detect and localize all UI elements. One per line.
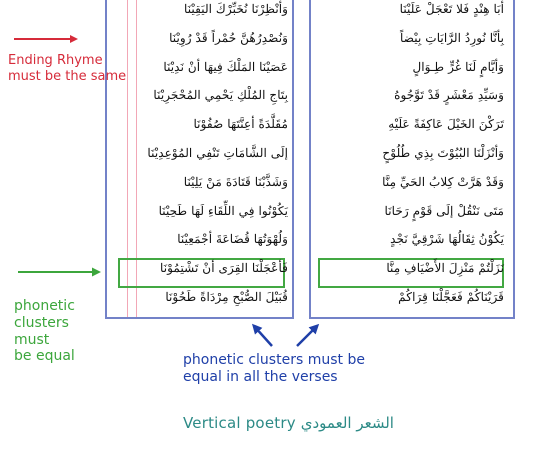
phonetic-equal-line-1: phonetic — [14, 298, 75, 314]
right-hemistich-verse: مَتَى نَنْقُلْ إلَى قَوْمٍ رَحَانَا — [384, 203, 504, 218]
right-hemistich-verse: وَأنْزَلْنَا البُيُوْتَ بِذِي طُلُوْحٍ — [382, 146, 504, 160]
left-hemistich-column — [116, 0, 288, 320]
phonetic-equal-line-2: clusters — [14, 314, 69, 331]
left-hemistich-verse: وَشَذَّبْنَا قَتَادَةَ مَنْ يَلِيْنَا — [183, 174, 288, 189]
left-hemistich-verse: يَكُوْنُوا فِي اللِّقَاءِ لَهَا طَحِيْنَا — [158, 203, 288, 218]
caption-latin: Vertical poetry — [183, 414, 296, 432]
right-hemistich-verse: بِأنَّا نُورِدُ الرَّايَاتِ بِيْضاً — [400, 30, 504, 45]
phonetic-equal-note — [14, 298, 75, 365]
right-hemistich-column — [318, 0, 504, 320]
phonetic-equal-line-3: must — [14, 331, 50, 348]
phonetic-equal-line-5: equal — [35, 348, 75, 365]
left-hemistich-verse: وَلُهْوَتُهَا قُضَاعَةَ أجْمَعِيْنَا — [177, 232, 288, 247]
ending-rhyme-line-2: must be the same — [8, 68, 127, 84]
right-hemistich-verse: قَرَيْنَاكُمْ فَعَجَّلْنَا قِرَاكُمْ — [398, 290, 504, 304]
left-hemistich-verse: وَأنْظِرْنَا نُخَبِّرْكَ اليَقِيْنَا — [184, 2, 288, 16]
phonetic-equal-line-4: be — [14, 348, 32, 365]
left-hemistich-verse: عَصَيْنَا المَلْكَ فِيهَا أنْ نَدِيْنَا — [163, 59, 288, 74]
left-hemistich-verse: بِتَاجِ المُلْكِ يَحْمِي المُحْجَرِيْنَا — [153, 88, 288, 103]
phonetic-right-arrow — [297, 326, 317, 346]
left-hemistich-verse: فَأعْجَلْنَا القِرَى أنْ تَشْتِمُوْنَا — [160, 261, 288, 276]
left-hemistich-verse: مُقَلَّدَةً أعِنَّتَهَا صُفُوْنَا — [193, 117, 288, 132]
right-hemistich-verse: وَسَيِّدِ مَعْشَرٍ قَدْ تَوَّجُوهُ — [394, 88, 504, 103]
left-hemistich-verse: إلَى الشَّامَاتِ تَنْفِي المُوْعِدِيْنَا — [147, 146, 288, 160]
right-hemistich-verse: تَرَكْنَ الخَيْلَ عَاكِفَةً عَلَيْهِ — [388, 117, 504, 132]
phonetic-left-arrow — [254, 326, 272, 346]
diagram-caption — [183, 414, 394, 432]
phonetic-all-verses-line-2: equal in all the verses — [183, 368, 338, 385]
right-hemistich-verse: يَكُوْنُ ثِقَالُهَا شَرْقِيَّ نَجْدٍ — [390, 232, 504, 247]
left-hemistich-verse: وَنُصْدِرُهُنَّ حُمْراً قَدْ رُوِيْنَا — [169, 30, 288, 45]
ending-rhyme-line-1: Ending Rhyme — [8, 53, 103, 68]
right-hemistich-verse: أبَا هِنْدٍ فَلا تَعْجَلْ عَلَيْنَا — [399, 2, 504, 16]
right-hemistich-verse: وَأيَّامٍ لَنَا غُرٍّ طِـوَالٍ — [412, 59, 504, 74]
phonetic-all-verses-line-1: phonetic clusters must be — [183, 352, 365, 368]
caption-arabic: الشعر العمودي — [300, 414, 394, 432]
ending-rhyme-note — [8, 53, 126, 84]
right-hemistich-verse: وَقَدْ هَرَّتْ كِلابُ الحَيِّ مِنَّا — [382, 174, 504, 189]
left-hemistich-verse: قُبَيْلَ الصُّبْحِ مِرْدَاةً طَحُوْنَا — [165, 290, 288, 304]
right-hemistich-verse: نَزَلْتُمْ مَنْزِلَ الأَضْيَافِ مِنَّا — [386, 261, 504, 276]
phonetic-all-verses-note — [183, 352, 365, 386]
